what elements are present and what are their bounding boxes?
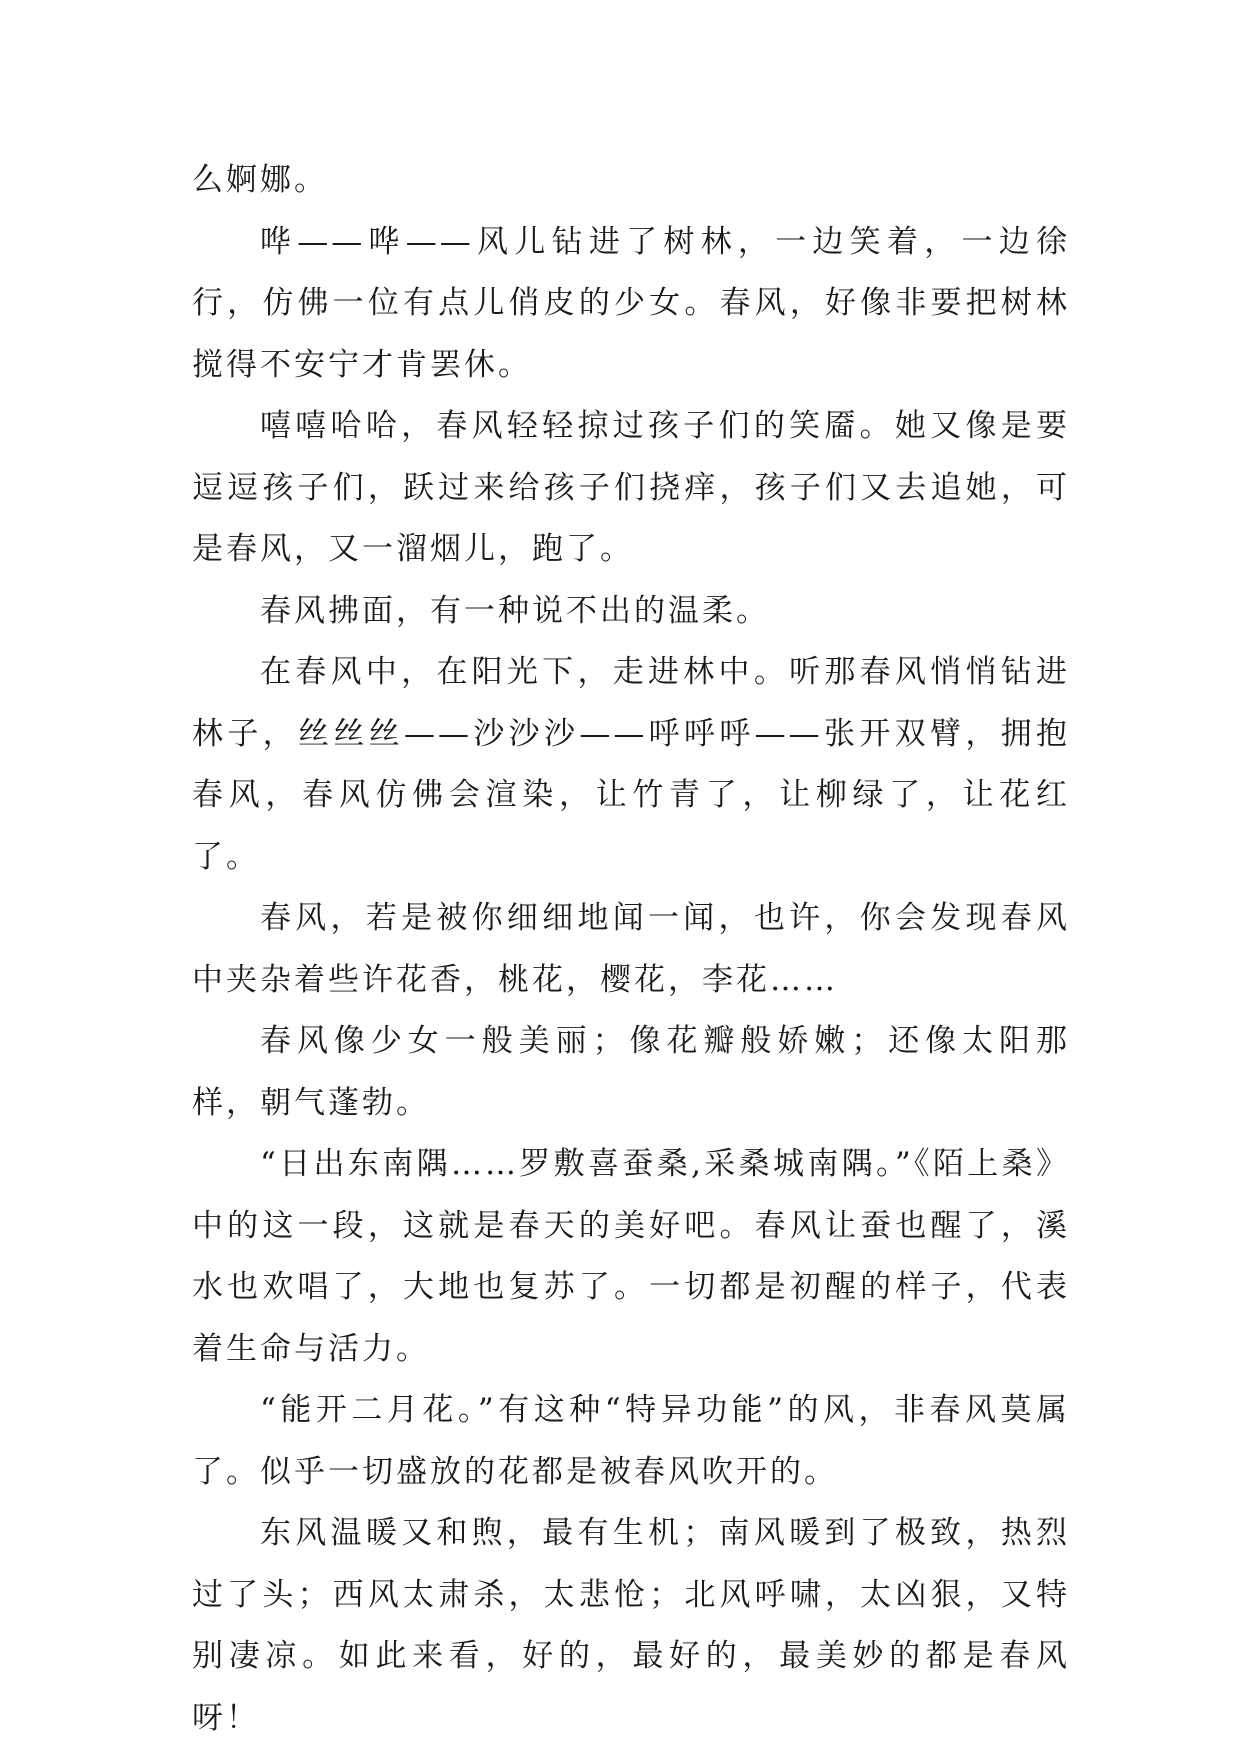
paragraph: “日出东南隅……罗敷喜蚕桑,采桑城南隅。”《陌上桑》中的这一段，这就是春天的美好吧。春风让蚕也醒了，溪水也欢唱了，大地也复苏了。一切都是初醒的样子，代表着生命与活力。 <box>192 1146 1070 1367</box>
paragraph: 嘻嘻哈哈，春风轻轻掠过孩子们的笑靥。她又像是要逗逗孩子们，跃过来给孩子们挠痒，孩子们又去追她，可是春风，又一溜烟儿，跑了。 <box>192 408 1070 567</box>
paragraph: 春风，若是被你细细地闻一闻，也许，你会发现春风中夹杂着些许花香，桃花，樱花，李花…… <box>192 900 1070 998</box>
paragraph-continuation: 么婀娜。 <box>192 162 328 198</box>
paragraph: 东风温暖又和煦，最有生机；南风暖到了极致，热烈过了头；西风太肃杀，太悲怆；北风呼啸，太凶狠，又特别凄凉。如此来看，好的，最好的，最美妙的都是春风呀！ <box>192 1515 1070 1736</box>
paragraph: 哗——哗——风儿钻进了树林，一边笑着，一边徐行，仿佛一位有点儿俏皮的少女。春风，好像非要把树林搅得不安宁才肯罢休。 <box>192 223 1070 383</box>
paragraph: “能开二月花。”有这种“特异功能”的风，非春风莫属了。似乎一切盛放的花都是被春风吹开的。 <box>192 1392 1070 1490</box>
paragraph: 在春风中，在阳光下，走进林中。听那春风悄悄钻进林子，丝丝丝——沙沙沙——呼呼呼——张开双臂，拥抱春风，春风仿佛会渲染，让竹青了，让柳绿了，让花红了。 <box>192 654 1070 875</box>
article-body <box>192 150 1070 1749</box>
paragraph: 春风拂面，有一种说不出的温柔。 <box>260 592 770 629</box>
paragraph: 春风像少女一般美丽；像花瓣般娇嫩；还像太阳那样，朝气蓬勃。 <box>192 1023 1070 1121</box>
